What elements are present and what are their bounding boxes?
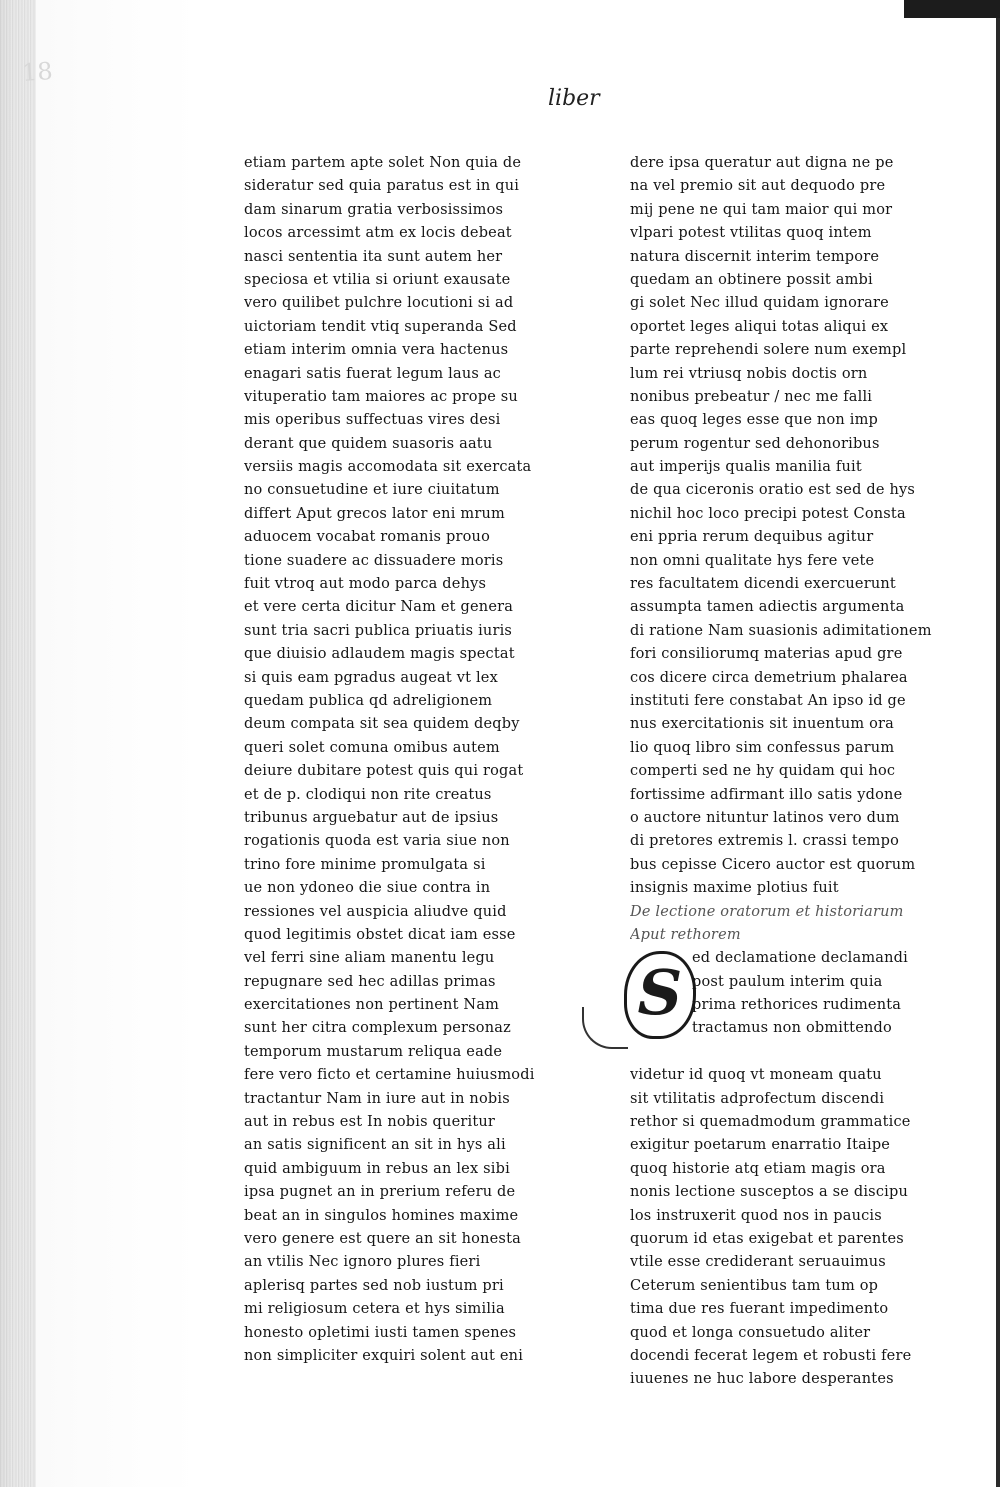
decorated-initial: S — [624, 951, 696, 1039]
text-line: vero quilibet pulchre locutioni si ad — [244, 295, 514, 312]
text-line: comperti sed ne hy quidam qui hoc — [630, 763, 896, 780]
initial-block — [630, 947, 952, 1064]
text-line: na vel premio sit aut dequodo pre — [630, 178, 886, 195]
text-line: trino fore minime promulgata si — [244, 856, 486, 873]
text-line: exigitur poetarum enarratio Itaipe — [630, 1137, 891, 1154]
text-line: mis operibus suffectuas vires desi — [244, 412, 501, 429]
text-line: quedam publica qd adreligionem — [244, 692, 493, 709]
text-line: et vere certa dicitur Nam et genera — [244, 599, 514, 616]
text-line: beat an in singulos homines maxime — [244, 1207, 519, 1224]
text-line: uictoriam tendit vtiq superanda Sed — [244, 318, 517, 335]
running-head: liber — [548, 86, 600, 111]
text-line: derant que quidem suasoris aatu — [244, 435, 493, 452]
text-line: quod legitimis obstet dicat iam esse — [244, 926, 516, 943]
text-line: ressiones vel auspicia aliudve quid — [244, 903, 507, 920]
text-line: res facultatem dicendi exercuerunt — [630, 576, 896, 593]
text-line: aut in rebus est In nobis queritur — [244, 1114, 496, 1131]
text-line: parte reprehendi solere num exempl — [630, 342, 907, 359]
text-line: insignis maxime plotius fuit — [630, 880, 839, 897]
text-line: docendi fecerat legem et robusti fere — [630, 1347, 912, 1364]
text-line: enagari satis fuerat legum laus ac — [244, 365, 502, 382]
text-line: vtile esse crediderant seruauimus — [630, 1254, 886, 1271]
initial-flourish — [582, 1007, 628, 1049]
text-line: dam sinarum gratia verbosissimos — [244, 201, 504, 218]
text-line: rethor si quemadmodum grammatice — [630, 1114, 911, 1131]
text-line: los instruxerit quod nos in paucis — [630, 1207, 882, 1224]
text-line: nichil hoc loco precipi potest Consta — [630, 505, 906, 522]
text-line: vlpari potest vtilitas quoq intem — [630, 225, 872, 242]
text-line: nonis lectione susceptos a se discipu — [630, 1184, 908, 1201]
text-line: sit vtilitatis adprofectum discendi — [630, 1090, 885, 1107]
text-line: quoq historie atq etiam magis ora — [630, 1160, 886, 1177]
text-line: fori consiliorumq materias apud gre — [630, 646, 903, 663]
right-column-text-bottom — [630, 1064, 952, 1391]
text-line: de qua ciceronis oratio est sed de hys — [630, 482, 916, 499]
text-line: sideratur sed quia paratus est in qui — [244, 178, 520, 195]
text-line: etiam partem apte solet Non quia de — [244, 155, 522, 171]
text-line: lio quoq libro sim confessus parum — [630, 739, 895, 756]
text-line: sunt her citra complexum personaz — [244, 1020, 511, 1037]
text-line: rogationis quoda est varia siue non — [244, 833, 510, 850]
text-line: quod et longa consuetudo aliter — [630, 1324, 871, 1341]
text-line: De lectione oratorum et historiarum — [630, 903, 904, 920]
text-line: quorum id etas exigebat et parentes — [630, 1231, 904, 1248]
text-line: lum rei vtriusq nobis doctis orn — [630, 365, 868, 382]
text-line: tima due res fuerant impedimento — [630, 1301, 889, 1318]
text-line: an vtilis Nec ignoro plures fieri — [244, 1254, 481, 1271]
text-line: fere vero ficto et certamine huiusmodi — [244, 1067, 535, 1084]
text-line: repugnare sed hec adillas primas — [244, 973, 496, 990]
text-column-right — [630, 152, 952, 1392]
text-line: natura discernit interim tempore — [630, 248, 880, 265]
text-line: differt Aput grecos lator eni mrum — [244, 505, 505, 522]
text-line: aut imperijs qualis manilia fuit — [630, 459, 862, 476]
text-line: versiis magis accomodata sit exercata — [244, 459, 532, 476]
text-line: bus cepisse Cicero auctor est quorum — [630, 856, 916, 873]
text-line: perum rogentur sed dehonoribus — [630, 435, 880, 452]
text-line: ue non ydoneo die siue contra in — [244, 880, 491, 897]
right-column-text-top — [630, 152, 952, 901]
text-line: instituti fere constabat An ipso id ge — [630, 692, 906, 709]
text-line: oportet leges aliqui totas aliqui ex — [630, 318, 889, 335]
text-line: eas quoq leges esse que non imp — [630, 412, 878, 429]
text-line: exercitationes non pertinent Nam — [244, 997, 500, 1014]
text-line: vituperatio tam maiores ac prope su — [244, 388, 518, 405]
text-line: eni ppria rerum dequibus agitur — [630, 529, 874, 546]
text-line: aplerisq partes sed nob iustum pri — [244, 1277, 504, 1294]
text-column-left — [244, 152, 564, 1368]
text-line: di ratione Nam suasionis adimitationem — [630, 622, 932, 639]
text-line: di pretores extremis l. crassi tempo — [630, 833, 900, 850]
text-line: cos dicere circa demetrium phalarea — [630, 669, 908, 686]
text-line: non omni qualitate hys fere vete — [630, 552, 875, 569]
initial-lines — [692, 947, 952, 1041]
text-line: ed declamatione declamandi — [692, 950, 908, 967]
text-line: nus exercitationis sit inuentum ora — [630, 716, 895, 733]
text-line: et de p. clodiqui non rite creatus — [244, 786, 492, 803]
text-line: tione suadere ac dissuadere moris — [244, 552, 504, 569]
text-line: vero genere est quere an sit honesta — [244, 1230, 521, 1247]
text-line: post paulum interim quia — [692, 973, 883, 990]
text-line: sunt tria sacri publica priuatis iuris — [244, 622, 513, 639]
text-line: fortissime adfirmant illo satis ydone — [630, 786, 903, 803]
text-line: quedam an obtinere possit ambi — [630, 271, 873, 288]
page-gutter — [0, 0, 36, 1487]
text-line: deiure dubitare potest quis qui rogat — [244, 763, 524, 780]
text-line: prima rethorices rudimenta — [692, 997, 902, 1014]
text-line: Ceterum senientibus tam tum op — [630, 1277, 879, 1294]
text-line: non simpliciter exquiri solent aut eni — [244, 1347, 524, 1364]
page-edge — [996, 0, 1000, 1487]
text-line: no consuetudine et iure ciuitatum — [244, 482, 500, 499]
text-line: deum compata sit sea quidem deqby — [244, 716, 520, 733]
text-line: dere ipsa queratur aut digna ne pe — [630, 155, 894, 171]
text-line: que diuisio adlaudem magis spectat — [244, 646, 515, 663]
text-line: fuit vtroq aut modo parca dehys — [244, 576, 487, 593]
text-line: mij pene ne qui tam maior qui mor — [630, 201, 893, 218]
text-line: queri solet comuna omibus autem — [244, 739, 500, 756]
text-line: assumpta tamen adiectis argumenta — [630, 599, 905, 616]
text-line: aduocem vocabat romanis prouo — [244, 529, 490, 546]
text-line: an satis significent an sit in hys ali — [244, 1137, 506, 1154]
text-line: quid ambiguum in rebus an lex sibi — [244, 1160, 510, 1177]
folio-number: 18 — [21, 56, 54, 88]
text-line: temporum mustarum reliqua eade — [244, 1043, 503, 1060]
page-tab — [904, 0, 1000, 18]
text-line: nonibus prebeatur / nec me falli — [630, 388, 873, 405]
text-line: tractamus non obmittendo — [692, 1020, 892, 1037]
text-line: o auctore nituntur latinos vero dum — [630, 809, 900, 826]
text-line: etiam interim omnia vera hactenus — [244, 342, 509, 359]
text-line: ipsa pugnet an in prerium referu de — [244, 1184, 516, 1201]
text-line: Aput rethorem — [630, 926, 741, 943]
text-line: tribunus arguebatur aut de ipsius — [244, 809, 499, 826]
text-line: mi religiosum cetera et hys similia — [244, 1301, 505, 1318]
rubric-heading — [630, 901, 952, 948]
text-line: vel ferri sine aliam manentu legu — [244, 950, 495, 967]
text-line: honesto opletimi iusti tamen spenes — [244, 1324, 517, 1341]
text-line: speciosa et vtilia si oriunt exausate — [244, 271, 511, 288]
text-line: nasci sententia ita sunt autem her — [244, 248, 503, 265]
text-line: si quis eam pgradus augeat vt lex — [244, 669, 498, 686]
text-line: gi solet Nec illud quidam ignorare — [630, 295, 889, 312]
text-line: videtur id quoq vt moneam quatu — [630, 1067, 882, 1084]
text-line: tractantur Nam in iure aut in nobis — [244, 1090, 510, 1107]
text-line: iuuenes ne huc labore desperantes — [630, 1371, 894, 1388]
text-line: locos arcessimt atm ex locis debeat — [244, 225, 512, 242]
